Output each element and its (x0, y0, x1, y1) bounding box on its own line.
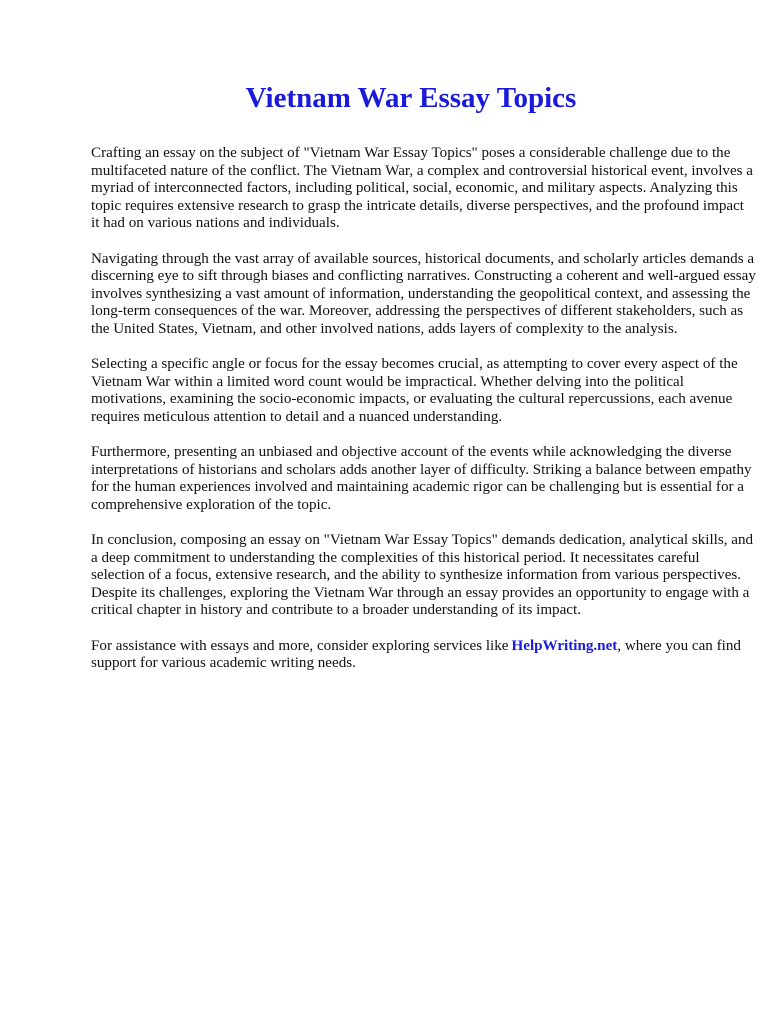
paragraph-5: In conclusion, composing an essay on "Vietnam War Essay Topics" demands dedication, analytical skills, and a deep commitment to understanding the complexities of this historical period. It necessitates careful selection of a focus, extensive research, and the ability to synthesize information from various perspectives. Despite its challenges, exploring the Vietnam War through an essay provides an opportunity to engage with a critical chapter in history and contribute to a broader understanding of its impact. (91, 532, 754, 619)
paragraph-2: Navigating through the vast array of available sources, historical documents, and scholarly articles demands a discerning eye to sift through biases and conflicting narratives. Constructing a coherent and well-argued essay involves synthesizing a vast amount of information, understanding the geopolitical context, and assessing the long-term consequences of the war. Moreover, addressing the perspectives of different stakeholders, such as the United States, Vietnam, and other involved nations, adds layers of complexity to the analysis. (91, 250, 756, 337)
document-title: Vietnam War Essay Topics (245, 82, 577, 114)
helpwriting-link[interactable]: HelpWriting.net (511, 637, 618, 654)
paragraph-3: Selecting a specific angle or focus for the essay becomes crucial, as attempting to cover every aspect of the Vietnam War within a limited word count would be impractical. Whether delving into the political motivations, examining the socio-economic impacts, or evaluating the cultural repercussions, each avenue requires meticulous attention to detail and a nuanced understanding. (91, 356, 738, 425)
closing-text-before-link: For assistance with essays and more, consider exploring services like (91, 637, 509, 654)
document-body (91, 145, 756, 690)
paragraph-1: Crafting an essay on the subject of "Vietnam War Essay Topics" poses a considerable challenge due to the multifaceted nature of the conflict. The Vietnam War, a complex and controversial historical event, involves a myriad of interconnected factors, including political, social, economic, and military aspects. Analyzing this topic requires extensive research to grasp the intricate details, diverse perspectives, and the profound impact it had on various nations and individuals. (91, 145, 754, 232)
closing-paragraph (91, 638, 756, 673)
closing-text-after-link: , where you can find support for various academic writing needs. (91, 637, 741, 672)
paragraph-4: Furthermore, presenting an unbiased and objective account of the events while acknowledging the diverse interpretations of historians and scholars adds another layer of difficulty. Striking a balance between empathy for the human experiences involved and maintaining academic rigor can be challenging but is essential for a comprehensive exploration of the topic. (91, 444, 752, 513)
